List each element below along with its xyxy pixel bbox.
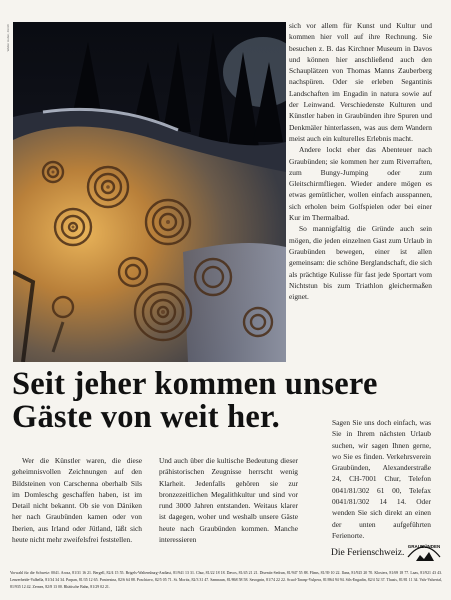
graubuenden-logo-icon <box>404 535 444 565</box>
contact-paragraph: Sagen Sie uns doch einfach, was Sie in Ihrem nächsten Urlaub suchen, wir sagen Ihnen gerne, wo Sie es finden. Verkehrsverein Graubünden, Alexanderstraße 24, CH-7001 Chur, Telefon 0041/81/302 61 00, Telefax 0041/81/302 14 14. Oder wenden Sie sich direkt an einen der unten aufgeführten Ferienorte. <box>332 418 431 540</box>
petroglyph-photo <box>13 22 286 362</box>
body-column-2 <box>159 455 298 545</box>
logo-text: GRAUBÜNDEN <box>407 544 441 549</box>
right-paragraph: Andere lockt eher das Abenteuer nach Graubünden; sie kommen her zum Riverraften, zum Bungy-Jumping oder zum Gleitschirmfliegen. Wieder andere mögen es etwas gemütlicher, wollen einfach ausspannen, sich erholen beim Golfspielen oder bei einer Kur im Thermalbad. <box>289 145 432 223</box>
body-paragraph: Wer die Künstler waren, die diese geheimnisvollen Zeichnungen auf den Bildsteinen von Carschenna oberhalb Sils im Domleschg geschaffen haben, ist im Detail nicht bekannt. Ob sie von Däniken her nach Graubünden kamen oder von Iberien, aus Irland oder Jütland, läßt sich heute nicht mehr zweifelsfrei feststellen. <box>12 456 142 545</box>
headline-line-2: Gäste von weit her. <box>12 399 280 435</box>
body-column-1 <box>12 455 142 545</box>
right-paragraph: sich vor allem für Kunst und Kultur und kommen hier voll auf ihre Rechnung. Sie besuchen z. B. das Kirchner Museum in Davos und können hier anschließend auch den Schauplätzen von Thomas Manns Zauberberg nachspüren. Oder sie erleben Segantinis Landschaften im Engadin in natura sowie auf der Leinwand. Verschiedenste Kulturen und Künstler haben in Graubünden ihre Spuren und Denkmäler hinterlassen, was aus dem Wandern meist auch ein kulturelles Erlebnis macht. <box>289 21 432 143</box>
headline-line-1: Seit jeher kommen unsere <box>12 366 378 402</box>
petroglyph-image <box>13 22 286 362</box>
tagline: Die Ferienschweiz. <box>331 548 405 558</box>
photo-credit: Walter Huber, Zürich <box>6 24 10 52</box>
resort-phone-list: Vorwahl für die Schweiz: 0041. Arosa, 81/31 16 21. Bergell, 82/4 15 55. Brigels-Waltensburg-Andiast, 81/941 13 31. Chur, 81/22 18 18. Davos, 81/45 21 21. Disentis-Sedrun, 81/947 55 88. Flims, 81/39 10 22. Ilanz, 81/925 20 70. Klosters, 81/69 18 77. Laax, 81/921 43 43. Lenzerheide-Valbella, 81/34 34 34. Parpan, 81/35 12 65. Pontresina, 82/6 64 88. Poschiavo, 82/5 05 71. St. Moritz, 82/3 31 47. Samnaun, 81/868 58 58. Savognin, 81/74 22 22. Scuol-Tarasp-Vulpera, 81/864 94 94. Sils-Engadin, 82/4 52 37. Thusis, 81/81 11 34. Vals-Valsertal, 81/935 12 42. Zernez, 82/8 13 00. Rhätische Bahn, 81/29 02 21. <box>10 571 442 590</box>
contact-column <box>332 417 431 541</box>
intro-text-column <box>289 20 432 302</box>
right-paragraph: So mannigfaltig die Gründe auch sein mögen, die jeden einzelnen Gast zum Urlaub in Graubünden bewegen, einer ist allen gemeinsam: die schöne Berglandschaft, die sich als prächtige Kulisse für fast jede Sportart vom Nichtstun bis zum Triathlon gleichermaßen eignet. <box>289 224 432 302</box>
body-paragraph: Und auch über die kultische Bedeutung dieser prähistorischen Zeugnisse herrscht wenig Klarheit. Jedenfalls gehören sie zur bronzezeitlichen Megalithkultur und sind vor rund 3000 Jahren entstanden. Weitaus klarer ist dagegen, woher und weshalb unsere Gäste heute nach Graubünden kommen. Manche interessieren <box>159 456 298 545</box>
